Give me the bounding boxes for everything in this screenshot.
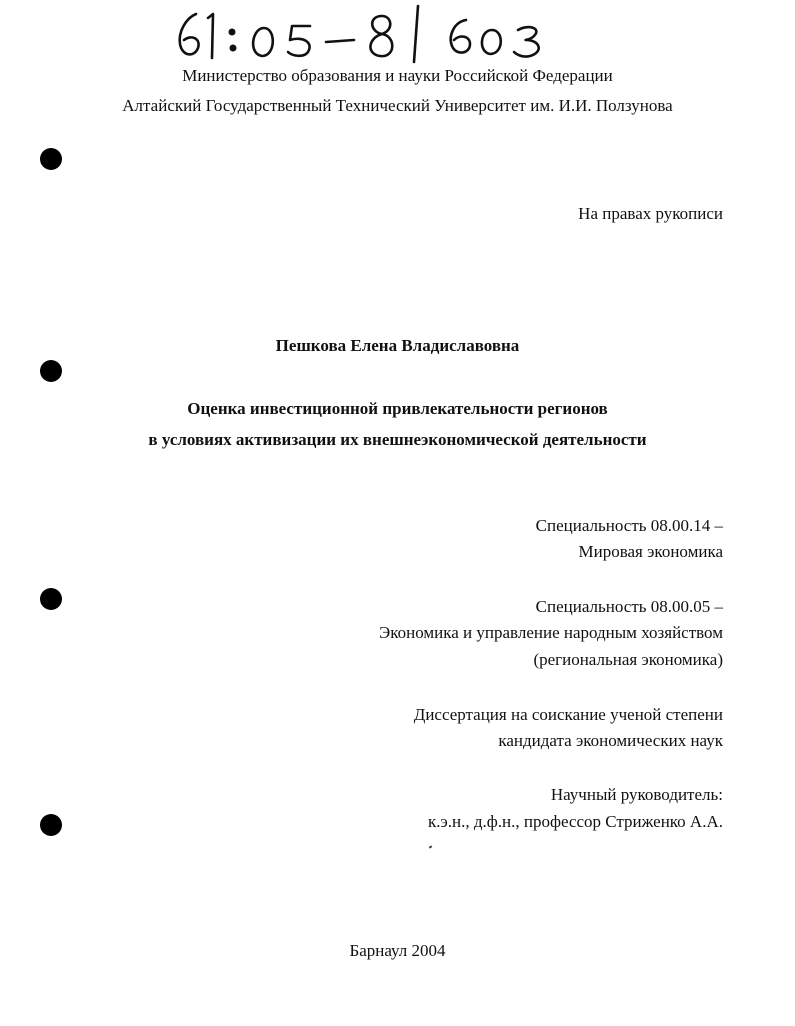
specialty2-name-line-1: Экономика и управление народным хозяйством — [379, 623, 723, 642]
title-line-1: Оценка инвестиционной привлекательности регионов — [187, 399, 608, 418]
specialty1-name: Мировая экономика — [578, 542, 723, 561]
supervisor-name: к.э.н., д.ф.н., профессор Стриженко А.А. — [427, 812, 723, 831]
punch-hole — [40, 814, 62, 836]
supervisor-label: Научный руководитель: — [550, 785, 723, 804]
punch-hole — [40, 360, 62, 382]
title-line-2: в условиях активизации их внешнеэкономической деятельности — [148, 430, 647, 449]
punch-hole — [40, 148, 62, 170]
scan-speck — [429, 845, 433, 848]
dissertation-line-1: Диссертация на соискание ученой степени — [413, 705, 723, 724]
specialty2-code: Специальность 08.00.05 – — [535, 597, 723, 616]
specialty2-name-line-2: (региональная экономика) — [533, 650, 723, 669]
author-name: Пешкова Елена Владиславовна — [275, 336, 520, 355]
university-heading: Алтайский Государственный Технический Университет им. И.И. Ползунова — [122, 96, 673, 115]
city-year: Барнаул 2004 — [349, 941, 446, 960]
specialty1-code: Специальность 08.00.14 – — [535, 516, 723, 535]
dissertation-line-2: кандидата экономических наук — [498, 731, 723, 750]
ministry-heading: Министерство образования и науки Российской Федерации — [182, 66, 613, 85]
manuscript-note: На правах рукописи — [578, 204, 723, 223]
punch-hole — [40, 588, 62, 610]
handwritten-archive-code — [168, 2, 568, 64]
